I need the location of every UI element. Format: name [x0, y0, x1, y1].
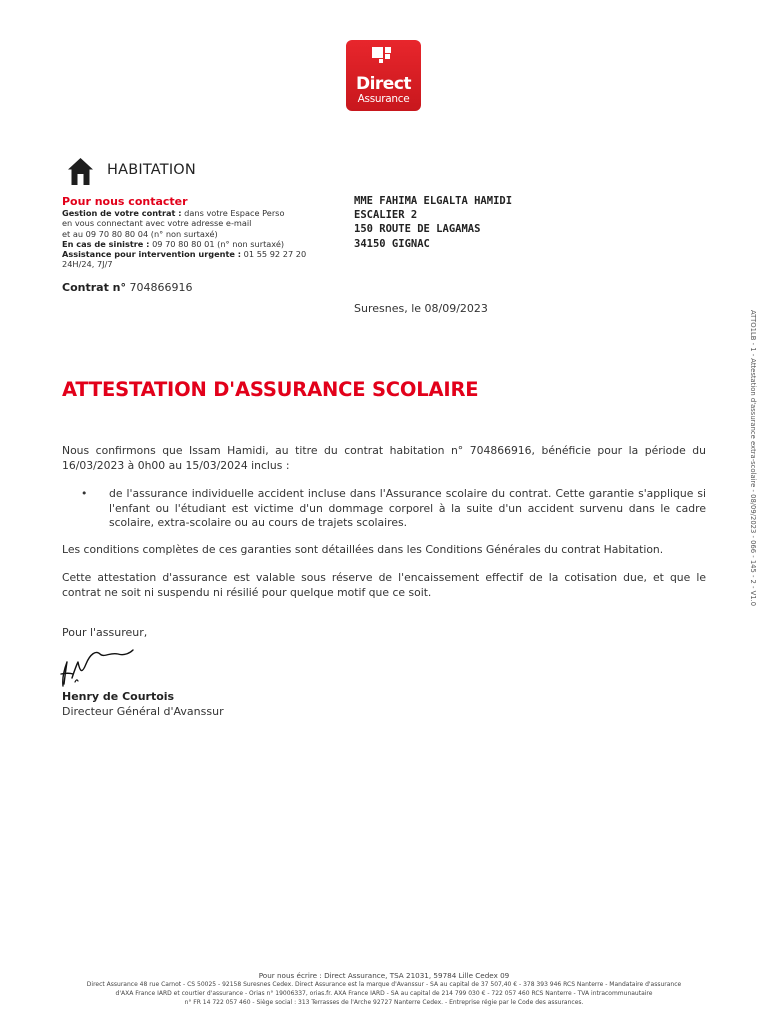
contract-number-label: Contrat n°	[62, 281, 126, 294]
signer-name: Henry de Courtois	[62, 690, 175, 703]
bullet-text: de l'assurance individuelle accident incluse dans l'Assurance scolaire du contrat. Cette garantie s'applique si l'enfant ou l'étudiant est victime d'un dommage corporel à la suite d'un accident survenu dans le cadre scolaire, extra-scolaire ou au cours de trajets scolaires.	[109, 487, 706, 529]
footer-line: n° FR 14 722 057 460 - Siège social : 313 Terrasses de l'Arche 92727 Nanterre Cedex. - Entreprise régie par le Code des assurances.	[184, 998, 584, 1006]
contact-line: 24H/24, 7J/7	[62, 259, 113, 270]
contact-line: et au 09 70 80 80 04 (n° non surtaxé)	[62, 228, 218, 239]
document-title: ATTESTATION D'ASSURANCE SCOLAIRE	[62, 378, 479, 401]
signature-intro: Pour l'assureur,	[62, 626, 148, 639]
logo-square-small-1	[385, 47, 391, 53]
contact-line: en vous connectant avec votre adresse e-mail	[62, 218, 252, 229]
address-line: ESCALIER 2	[354, 209, 418, 222]
list-item	[81, 487, 706, 531]
contact-line: En cas de sinistre : 09 70 80 80 01 (n° non surtaxé)	[62, 238, 285, 249]
logo-square-large	[372, 47, 383, 58]
recipient-address	[354, 194, 512, 251]
bullet-marker: •	[81, 487, 88, 500]
contact-line: Gestion de votre contrat : dans votre Espace Perso	[62, 208, 285, 218]
direct-assurance-logo	[346, 40, 421, 111]
footer-line: d'AXA France IARD et courtier d'assurance - Orias n° 19006337, orias.fr. AXA France IARD - SA au capital de 214 799 030 € - 722 057 460 RCS Nanterre - TVA intracommunautaire	[115, 989, 653, 997]
body-intro: Nous confirmons que Issam Hamidi, au titre du contrat habitation n° 704866916, bénéficie pour la période du 16/03/2023 à 0h00 au 15/03/2024 inclus :	[62, 444, 706, 472]
product-label: HABITATION	[107, 162, 196, 178]
contact-line: Assistance pour intervention urgente : 01 55 92 27 20	[62, 249, 307, 260]
address-line: 150 ROUTE DE LAGAMAS	[354, 223, 481, 236]
footer-line: Pour nous écrire : Direct Assurance, TSA 21031, 59784 Lille Cedex 09	[258, 971, 510, 980]
contract-number-value: 704866916	[126, 281, 193, 294]
logo-text-assurance: Assurance	[357, 93, 410, 105]
contract-number	[62, 281, 192, 294]
house-icon	[67, 157, 94, 186]
body-conditions: Les conditions complètes de ces garanties sont détaillées dans les Conditions Générales du contrat Habitation.	[62, 543, 664, 556]
handwritten-signature	[58, 644, 138, 692]
address-line: MME FAHIMA ELGALTA HAMIDI	[354, 195, 513, 207]
logo-square-small-3	[379, 59, 383, 63]
legal-footer	[40, 971, 728, 1007]
place-date: Suresnes, le 08/09/2023	[354, 302, 488, 315]
address-line: 34150 GIGNAC	[354, 237, 430, 250]
contact-block	[62, 195, 312, 270]
footer-line: Direct Assurance 48 rue Carnot - CS 50025 - 92158 Suresnes Cedex. Direct Assurance est la marque d'Avanssur - SA au capital de 37 507,40 € - 378 393 946 RCS Nanterre - Mandataire d'assurance	[86, 981, 682, 988]
logo-square-small-2	[385, 54, 390, 59]
body-validity: Cette attestation d'assurance est valable sous réserve de l'encaissement effectif de la cotisation due, et que le contrat ne soit ni suspendu ni résilié pour quelque motif que ce soit.	[62, 571, 706, 599]
signer-role: Directeur Général d'Avanssur	[62, 705, 224, 718]
contact-title: Pour nous contacter	[62, 195, 188, 208]
logo-text-direct: Direct	[355, 74, 412, 94]
side-reference: ATTO1LB - 1 - Attestation d'assurance extra-scolaire - 08/09/2023 - 066 - 145 - 2 - V1.0	[749, 310, 757, 607]
